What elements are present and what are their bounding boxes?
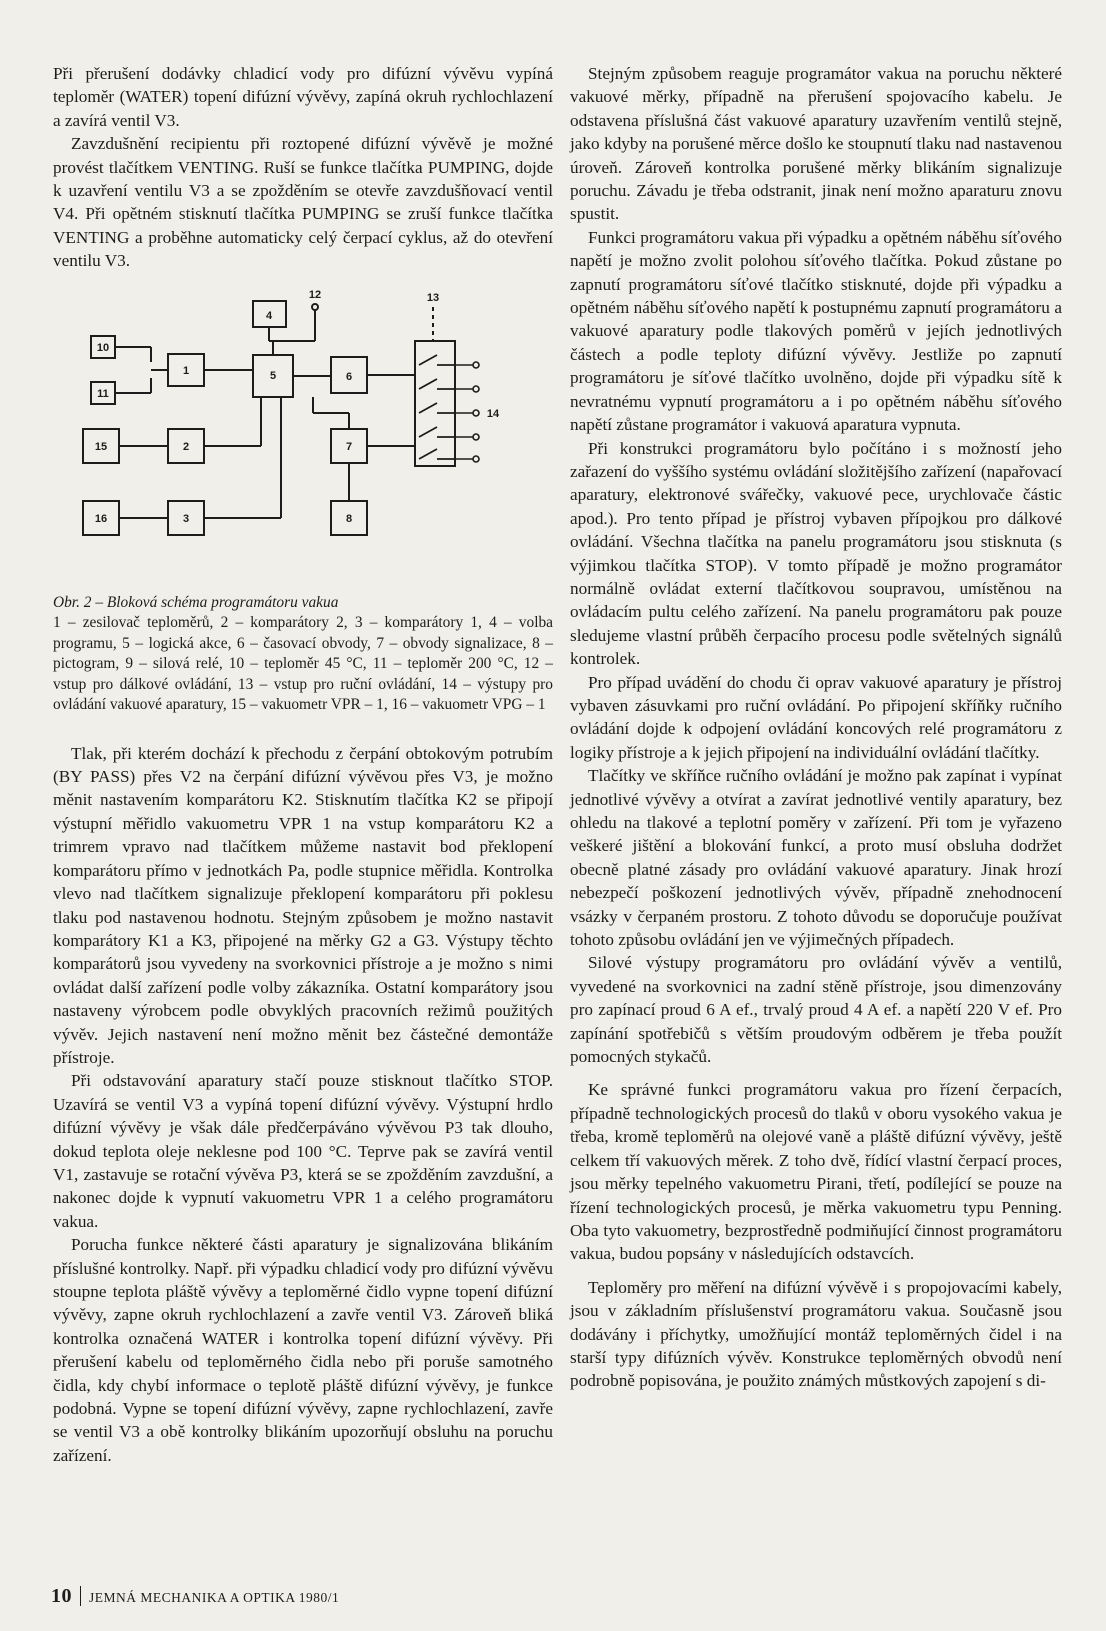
paragraph: Porucha funkce některé části aparatury je signalizována blikáním příslušné kontrolky. Např. při výpadku chladicí vody pro difúzní vývěvu stoupne teplota pláště vývěvy a teploměrné čidlo vypne topení difúzní vývěvy, zapne okruh rychlochlazení a zavře ventil V3. Zároveň bliká kontrolka označená WATER i kontrolka topení difúzní vývěvy. Při přerušení kabelu od teploměrného čidla nebo při poruše samotného čidla, kdy chybí informace o teplotě pláště difúzní vývěvy, je funkce podobná. Vypne se topení difúzní vývěvy, zapne rychlochlazení, zavře se ventil V3 a obě kontrolky blikáním upozorňují obsluhu na poruchu zařízení.: [53, 1235, 553, 1465]
relay-switches: [419, 355, 455, 459]
diagram-box-label: 15: [94, 440, 108, 453]
block-diagram: [53, 289, 553, 589]
diagram-box-label: 3: [182, 512, 190, 525]
paragraph: Silové výstupy programátoru pro ovládání vývěv a ventilů, vyvedené na svorkovnici na zadní stěně přístroje, jsou dimenzovány pro zapínací proud 6 A ef., trvalý proud 4 A ef. a napětí 220 V ef. Pro zapínání spotřebičů s větším proudovým odběrem je třeba použít pomocných stykačů.: [570, 953, 1062, 1067]
paragraph: Funkci programátoru vakua při výpadku a opětném náběhu síťového napětí je možno zvolit polohou síťového tlačítka. Pokud zůstane po zapnutí programátoru síťové tlačítko stisknuté, dojde při výpadku a opětném náběhu síťového napětí k postupnému zapnutí programátoru a vakuové aparatury podle tlakových poměrů v jejích jednotlivých částech a podle teploty difúzní vývěvy. Jestliže po zapnutí programátoru je síťové tlačítko uvolněno, dojde při výpadku sítě k nevratnému vypnutí programátoru a i po opětném náběhu síťového napětí zůstane programátor i vakuová aparatura vypnuta.: [570, 227, 1062, 435]
paragraph: Teploměry pro měření na difúzní vývěvě i s propojovacími kabely, jsou v základním příslušenství programátoru vakua. Současně jsou dodávány i příchytky, umožňující montáž teploměrných čidel i na starší typy difúzních vývěv. Konstrukce teploměrných obvodů není podrobně popisována, je použito známých můstkových zapojení s di-: [570, 1277, 1062, 1391]
page-footer: [51, 1585, 339, 1608]
diagram-box-label: 11: [97, 387, 109, 400]
paragraph: Ke správné funkci programátoru vakua pro řízení čerpacích, případně technologických procesů do tlaků v oboru vysokého vakua je třeba, kromě teploměrů na olejové vaně a pláště difúzní vývěvy, ještě celkem tří vakuových měrek. Z toho dvě, řídící vlastní čerpací proces, jsou měrky tepelného vakuometru Pirani, třetí, podílející se pouze na řízení technologických procesů, je měrka vakuometru typu Penning. Oba tyto vakuometry, bezprostředně podmiňující činnost programátoru vakua, budou popsány v následujících odstavcích.: [570, 1080, 1062, 1264]
diagram-box-label: 16: [94, 512, 108, 525]
paragraph: Při odstavování aparatury stačí pouze stisknout tlačítko STOP. Uzavírá se ventil V3 a vypíná topení difúzní vývěvy. Výstupní hrdlo difúzní vývěvy je však dále předčerpáváno vývěvou P3 tak dlouho, dokud teplota oleje neklesne pod 100 °C. Teprve pak se zavírá ventil V1, zastavuje se rotační vývěva P3, která se se zpožděním zavzdušní, a nakonec dojde k vypnutí vakuometru VPR 1 a celého programátoru vakua.: [53, 1071, 553, 1231]
terminal-label: 12: [308, 288, 322, 301]
output-terminals: [455, 362, 479, 462]
paragraph: Tlak, při kterém dochází k přechodu z čerpání obtokovým potrubím (BY PASS) přes V2 na čerpání difúzní vývěvou přes V3, je možno měnit nastavením komparátoru K2. Stisknutím tlačítka K2 se připojí výstupní měřidlo vakuometru VPR 1 na vstup komparátoru K2 a trimrem vpravo nad tlačítkem můžeme nastavit bod překlopení komparátoru přímo v jednotkách Pa, podle stupnice měřidla. Kontrolka vlevo nad tlačítkem signalizuje překlopení komparátoru při poklesu tlaku pod nastavenou hodnotu. Stejným způsobem je možno nastavit komparátory K1 a K3, připojené na měrky G2 a G3. Výstupy těchto komparátorů jsou vyvedeny na svorkovnici přístroje a je možno s nimi ovládat další zařízení podle volby zákazníka. Ostatní komparátory jsou nastaveny výrobcem podle obvyklých pracovních režimů použitých vývěv. Jejich nastavení není možno měnit bez částečné demontáže přístroje.: [53, 743, 553, 1067]
terminal-label: 14: [486, 407, 500, 420]
left-column: [53, 62, 553, 1467]
diagram-box-label: 6: [345, 370, 353, 383]
terminal-label: 13: [426, 291, 440, 304]
paragraph: Při konstrukci programátoru bylo počítáno i s možností jeho zařazení do vyššího systému ovládání složitějšího zařízení (napařovací aparatury, elektronové svářečky, vakuové pece, urychlovače částic apod.). Pro tento případ je přístroj vybaven přípojkou pro dálkové ovládání. Všechna tlačítka na panelu programátoru jsou stisknuta (s výjimkou tlačítka STOP). V tomto případě je možno programátor normálně ovládat externí tlačítkovou soupravou, umístěnou na ovládacím pultu celého zařízení. Na panelu programátoru pak pouze sledujeme vlastní průběh čerpacího procesu podle světelných signálů kontrolek.: [570, 438, 1062, 669]
paragraph: Tlačítky ve skříňce ručního ovládání je možno pak zapínat i vypínat jednotlivé vývěvy a otvírat a zavírat jednotlivé ventily aparatury, bez ohledu na tlakové a teplotní poměry v zařízení. Při tom je vyřazeno veškeré jištění a blokování funkcí, a proto musí obsluha dodržet obecně platné zásady pro ovládání vakuové aparatury. Jinak hrozí nebezpečí poškození jednotlivých vývěv, případně znehodnocení vsázky v čerpaném prostoru. Z tohoto důvodu se doporučuje používat tohoto způsobu ovládání jen ve výjimečných případech.: [570, 766, 1062, 950]
diagram-box-label: 5: [269, 369, 277, 382]
terminal-12: [312, 304, 318, 310]
paragraph: Zavzdušnění recipientu při roztopené difúzní vývěvě je možné provést tlačítkem VENTING. Ruší se funkce tlačítka PUMPING, dojde k uzavření ventilu V3 a se zpožděním se otevře zavzdušňovací ventil V4. Při opětném stisknutí tlačítka PUMPING se zruší funkce tlačítka VENTING a proběhne automaticky celý čerpací cyklus, až do otevření ventilu V3.: [53, 134, 553, 271]
page-number: 10: [51, 1585, 72, 1607]
diagram-box-label: 4: [265, 309, 273, 322]
caption-body: 1 – zesilovač teploměrů, 2 – komparátory 2, 3 – komparátory 1, 4 – volba programu, 5 – logická akce, 6 – časovací obvody, 7 – obvody signalizace, 8 – pictogram, 9 – silová relé, 10 – teploměr 45 °C, 11 – teploměr 200 °C, 12 – vstup pro dálkové ovládání, 13 – vstup pro ruční ovládání, 14 – výstupy pro ovládání vakuové aparatury, 15 – vakuometr VPR – 1, 16 – vakuometr VPG – 1: [53, 614, 553, 714]
diagram-box-label: 1: [182, 364, 190, 377]
paragraph: Při přerušení dodávky chladicí vody pro difúzní vývěvu vypíná teploměr (WATER) topení difúzní vývěvy, zapíná okruh rychlochlazení a zavírá ventil V3.: [53, 64, 553, 130]
figure-caption: [53, 593, 553, 716]
diagram-box-label: 10: [96, 341, 110, 354]
right-column: [570, 62, 1062, 1393]
journal-title: JEMNÁ MECHANIKA A OPTIKA 1980/1: [89, 1590, 340, 1605]
paragraph: Stejným způsobem reaguje programátor vakua na poruchu některé vakuové měrky, případně na přerušení spojovacího kabelu. Je odstavena příslušná část vakuové aparatury uzavřením ventilů stejně, jako kdyby na porušené měrce došlo ke stoupnutí tlaku nad nastavenou úroveň. Zároveň kontrolka porušené měrky blikáním signalizuje poruchu. Závadu je třeba odstranit, jinak není možno aparaturu znovu spustit.: [570, 64, 1062, 224]
caption-title: Obr. 2 – Bloková schéma programátoru vakua: [53, 593, 339, 611]
diagram-box-label: 8: [345, 512, 353, 525]
diagram-box-label: 2: [182, 440, 190, 453]
footer-divider: [80, 1586, 81, 1606]
diagram-box-label: 7: [345, 440, 353, 453]
paragraph: Pro případ uvádění do chodu či oprav vakuové aparatury je přístroj vybaven zásuvkami pro ruční ovládání. Po připojení skříňky ručního ovládání dojde k odpojení ovládání koncových relé programátoru z logiky přístroje a k jejich připojení na individuální ovládání tlačítky.: [570, 672, 1062, 762]
